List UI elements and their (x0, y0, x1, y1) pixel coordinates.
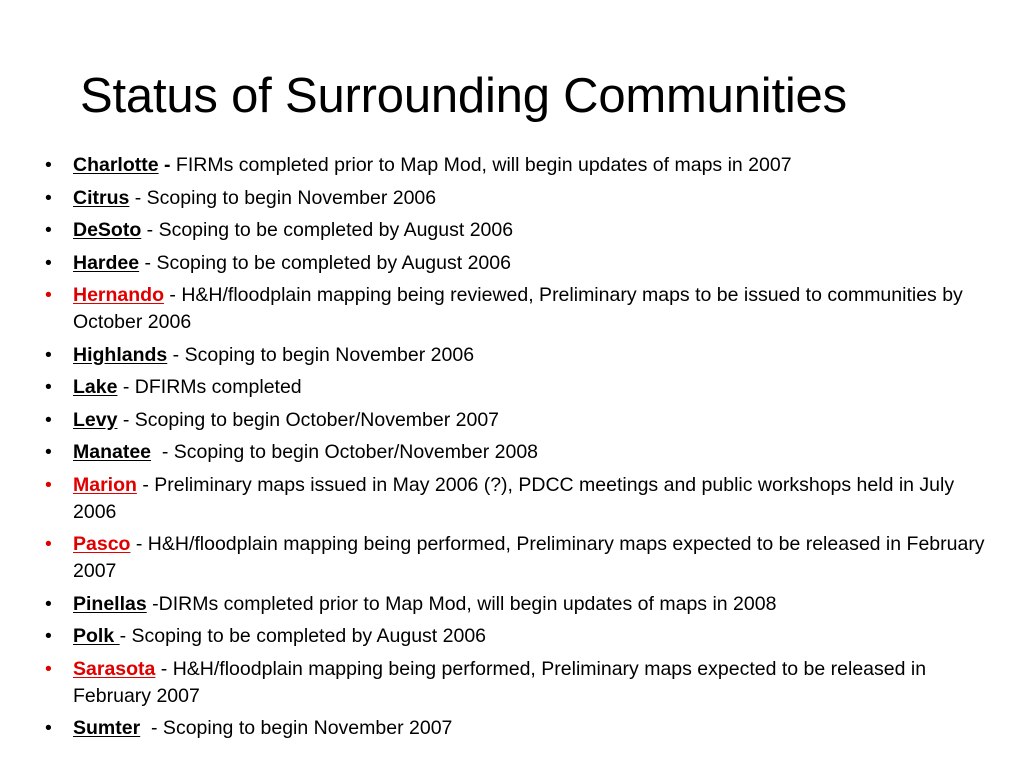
list-item (0, 656, 1000, 710)
status-text: - DFIRMs completed (117, 376, 302, 398)
bullet-icon: • (45, 343, 52, 366)
bullet-icon: • (45, 592, 52, 615)
status-text: - Scoping to begin November 2006 (129, 186, 437, 209)
list-item (0, 217, 1000, 244)
county-name-charlotte: Charlotte (73, 154, 159, 176)
bullet-icon: • (45, 186, 52, 209)
county-name-levy: Levy (73, 408, 118, 431)
status-text: -DIRMs completed prior to Map Mod, will begin updates of maps in 2008 (146, 592, 777, 615)
bullet-icon: • (45, 376, 52, 398)
county-name-polk: Polk (73, 625, 120, 647)
county-name-manatee: Manatee (73, 441, 152, 463)
county-name-lake: Lake (73, 376, 118, 398)
list-item (0, 591, 1000, 618)
bullet-icon: • (45, 251, 52, 274)
bullet-icon: • (45, 625, 52, 647)
list-item (0, 152, 1000, 179)
list-item (0, 472, 1000, 526)
bullet-icon: • (45, 717, 52, 739)
bullet-icon: • (45, 473, 52, 496)
county-name-pasco: Pasco (73, 533, 131, 555)
county-name-pinellas: Pinellas (73, 592, 147, 615)
dash-separator: - (158, 154, 171, 176)
list-item (0, 282, 1000, 336)
status-text: - Scoping to be completed by August 2006 (119, 625, 487, 647)
list-item (0, 374, 1000, 401)
county-name-hernando: Hernando (73, 284, 165, 306)
status-text: - Scoping to begin October/November 2007 (117, 408, 500, 431)
county-status-list (0, 152, 1000, 748)
bullet-icon: • (45, 154, 52, 176)
county-name-hardee: Hardee (73, 251, 140, 274)
status-text: - Scoping to begin October/November 2008 (151, 441, 539, 463)
status-text: - Scoping to be completed by August 2006 (139, 251, 511, 274)
list-item (0, 342, 1000, 369)
status-text: - Scoping to be completed by August 2006 (141, 219, 514, 241)
status-text: - Preliminary maps issued in May 2006 (?), PDCC meetings and public workshops held in July 2006 (73, 473, 955, 523)
county-name-desoto: DeSoto (73, 219, 142, 241)
bullet-icon: • (45, 284, 52, 306)
bullet-icon: • (45, 219, 52, 241)
bullet-icon: • (45, 657, 52, 680)
county-name-marion: Marion (73, 473, 137, 496)
list-item (0, 185, 1000, 212)
status-text: - H&H/floodplain mapping being performed, Preliminary maps expected to be released in February 2007 (73, 657, 937, 707)
status-text: - Scoping to begin November 2006 (167, 343, 475, 366)
county-name-sumter: Sumter (73, 717, 141, 739)
bullet-icon: • (45, 533, 52, 555)
status-text: - H&H/floodplain mapping being reviewed, Preliminary maps to be issued to communities by October 2006 (73, 284, 963, 333)
status-text: - H&H/floodplain mapping being performed, Preliminary maps expected to be released in February 2007 (73, 533, 985, 582)
list-item (0, 715, 1000, 742)
list-item (0, 407, 1000, 434)
county-name-sarasota: Sarasota (73, 657, 156, 680)
bullet-icon: • (45, 408, 52, 431)
status-text: - Scoping to begin November 2007 (140, 717, 453, 739)
list-item (0, 250, 1000, 277)
county-name-citrus: Citrus (73, 186, 130, 209)
slide-title: Status of Surrounding Communities (80, 69, 847, 123)
list-item (0, 623, 1000, 650)
list-item (0, 439, 1000, 466)
county-name-highlands: Highlands (73, 343, 168, 366)
status-text: FIRMs completed prior to Map Mod, will begin updates of maps in 2007 (170, 154, 792, 176)
list-item (0, 531, 1000, 585)
bullet-icon: • (45, 441, 52, 463)
